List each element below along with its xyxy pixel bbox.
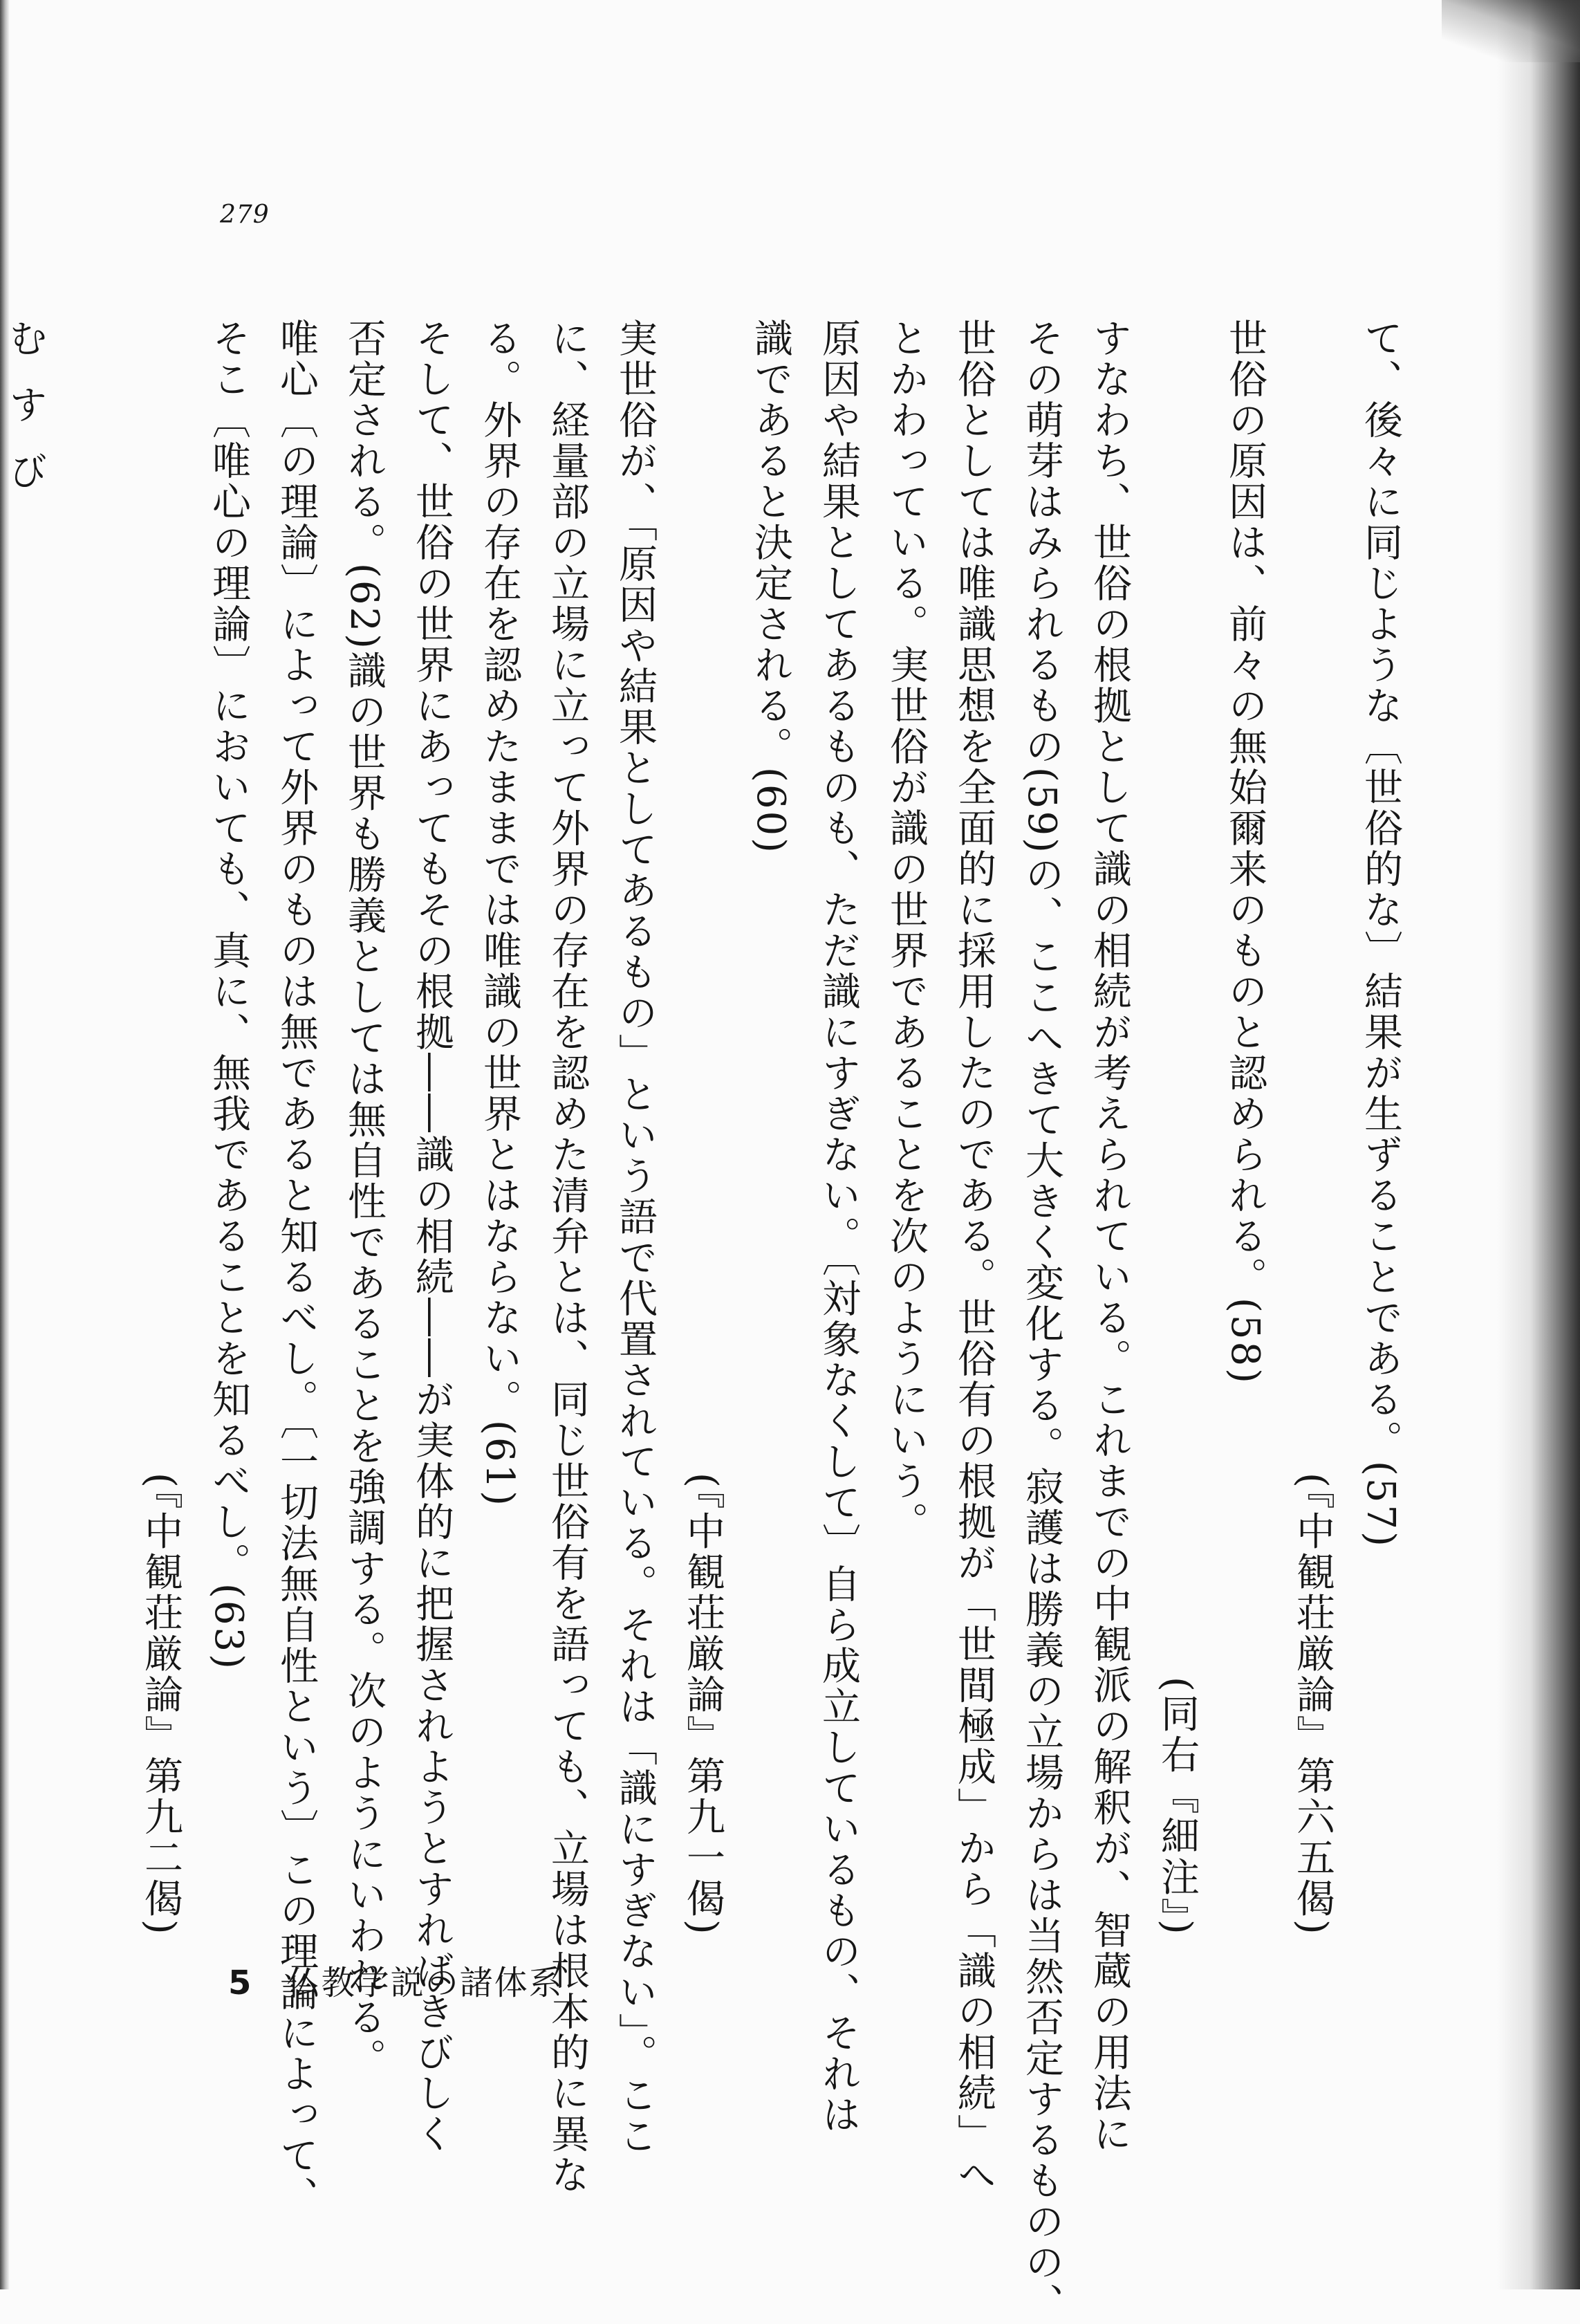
scan-edge-right [1497, 0, 1580, 2289]
body-line: そこ〔唯心の理論〕においても、真に、無我であることを知るべし。(63) [206, 318, 251, 1671]
running-footer [228, 1956, 564, 2004]
citation-line: (同右『細注』) [1155, 1677, 1200, 1937]
scan-corner-shadow [1442, 0, 1580, 62]
body-line: その萌芽はみられるもの(59)の、ここへきて大きく変化する。寂護は勝義の立場からは当然否定するものの、 [1019, 318, 1064, 2324]
body-line: 原因や結果としてあるものも、ただ識にすぎない。〔対象なくして〕自ら成立しているもの、それは [816, 318, 861, 2135]
body-line: る。外界の存在を認めたままでは唯識の世界とはならない。(61) [477, 318, 522, 1508]
body-line: 世俗としては唯識思想を全面的に採用したのである。世俗有の根拠が「世間極成」から「識の相続」へ [951, 318, 996, 2195]
body-line: 世俗の原因は、前々の無始爾来のものと認められる。(58) [1223, 318, 1267, 1385]
body-line: て、後々に同じような〔世俗的な〕結果が生ずることである。(57) [1358, 318, 1403, 1549]
body-line: とかわっている。実世俗が識の世界であることを次のようにいう。 [884, 318, 929, 1542]
body-line: 唯心〔の理論〕によって外界のものは無であると知るべし。〔一切法無自性という〕この理論によって、 [274, 318, 319, 2217]
citation-line: (『中観荘厳論』第九一偈) [680, 1473, 725, 1937]
chapter-title: 仏教学説の諸体系 [286, 1964, 564, 2002]
page-number: 279 [220, 201, 270, 229]
citation-line: (『中観荘厳論』第六五偈) [1290, 1473, 1335, 1937]
body-line: そして、世俗の世界にあってもその根拠――識の相続――が実体的に把握されようとすればきびしく [409, 318, 454, 2155]
section-heading: むすび [3, 318, 48, 517]
body-line: 実世俗が、「原因や結果としてあるもの」という語で代置されている。それは「識にすぎない」。ここ [613, 318, 658, 2157]
body-line: 識であると決定される。(60) [748, 318, 793, 855]
body-line: 否定される。(62)識の世界も勝義としては無自性であることを強調する。次のようにいわれる。 [342, 318, 387, 2079]
blank-line [59, 318, 127, 1937]
citation-line: (『中観荘厳論』第九二偈) [138, 1473, 183, 1937]
chapter-number: 5 [228, 1964, 252, 2002]
body-line: すなわち、世俗の根拠として識の相続が考えられている。これまでの中観派の解釈が、智蔵の用法に [1087, 318, 1132, 2155]
body-line: に、経量部の立場に立って外界の存在を認めた清弁とは、同じ世俗有を語っても、立場は根本的に異な [545, 318, 590, 2195]
